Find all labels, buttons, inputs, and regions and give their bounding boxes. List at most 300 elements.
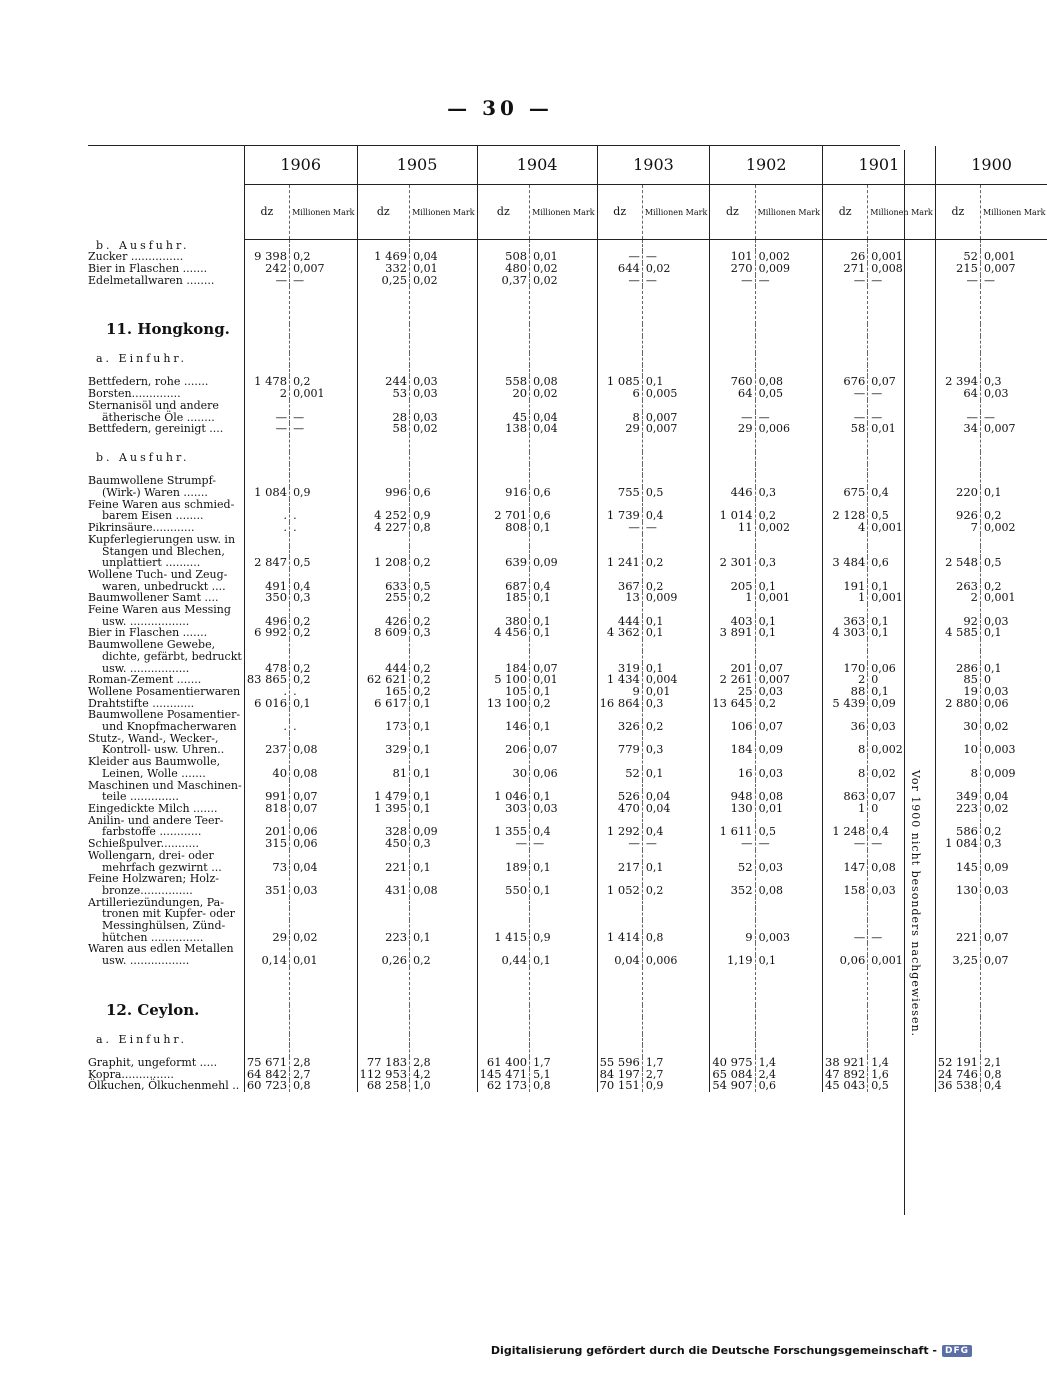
row-label: Edelmetallwaren ........ xyxy=(88,273,215,287)
million-mark-value: 0,08 xyxy=(290,768,357,780)
row-label: und Knopfmacherwaren xyxy=(102,720,237,734)
dz-value: 130 xyxy=(710,803,755,815)
dz-value: 184 xyxy=(710,744,755,756)
dz-value: 1 241 xyxy=(597,557,642,569)
spacer-cell xyxy=(755,967,822,1005)
million-mark-value xyxy=(410,569,477,581)
row-label: waren, unbedruckt .... xyxy=(102,579,226,593)
dz-value xyxy=(935,452,980,464)
million-mark-value xyxy=(981,569,1047,581)
million-mark-value: 0,4 xyxy=(530,581,597,593)
dz-value xyxy=(244,353,289,365)
million-mark-value: 0,1 xyxy=(530,522,597,534)
dz-value: — xyxy=(823,838,868,850)
million-mark-value: 0 xyxy=(868,803,935,815)
million-mark-value: 0,003 xyxy=(755,932,822,944)
unit-dz-header: dz xyxy=(935,185,980,240)
million-mark-value: 0,1 xyxy=(530,862,597,874)
million-mark-value xyxy=(868,651,935,663)
million-mark-value: 0,01 xyxy=(530,674,597,686)
million-mark-value: 0,1 xyxy=(530,627,597,639)
dz-value: 8 xyxy=(597,412,642,424)
million-mark-value: 0,2 xyxy=(642,581,709,593)
dz-value: 1 xyxy=(823,592,868,604)
dz-value: 1 414 xyxy=(597,932,642,944)
million-mark-value xyxy=(530,324,597,336)
dz-value: 1 085 xyxy=(597,376,642,388)
million-mark-value xyxy=(290,1005,357,1017)
spacer-cell xyxy=(290,967,357,1005)
million-mark-value xyxy=(290,908,357,920)
dz-value: 352 xyxy=(710,885,755,897)
million-mark-value xyxy=(868,400,935,412)
row-label: Borsten.............. xyxy=(88,387,181,401)
million-mark-value: 0,007 xyxy=(755,674,822,686)
row-label: Wollene Tuch- und Zeug- xyxy=(88,567,228,581)
million-mark-value: 0,2 xyxy=(981,581,1047,593)
row-label: Wollene Posamentierwaren xyxy=(88,684,241,698)
dz-value: 68 258 xyxy=(357,1080,410,1092)
million-mark-value: — xyxy=(868,275,935,287)
million-mark-value: . xyxy=(290,510,357,522)
million-mark-value: 0,1 xyxy=(755,616,822,628)
row-label: Baumwollene Posamentier- xyxy=(88,708,241,722)
dz-value: 29 xyxy=(244,932,289,944)
million-mark-value: 0,1 xyxy=(530,885,597,897)
dz-value: 676 xyxy=(823,376,868,388)
dz-value: 34 xyxy=(935,423,980,435)
unit-dz-header: dz xyxy=(597,185,642,240)
million-mark-value: 0,4 xyxy=(642,826,709,838)
dz-value xyxy=(823,897,868,909)
footer xyxy=(491,1344,972,1357)
million-mark-value xyxy=(410,1034,477,1046)
spacer-cell xyxy=(642,435,709,452)
million-mark-value: 0,09 xyxy=(755,744,822,756)
dz-value xyxy=(357,324,410,336)
row-label: Kontroll- usw. Uhren.. xyxy=(102,743,225,757)
dz-value: 431 xyxy=(357,885,410,897)
million-mark-value: 0,02 xyxy=(642,263,709,275)
million-mark-value xyxy=(642,920,709,932)
dz-value: 363 xyxy=(823,616,868,628)
million-mark-value: 0,1 xyxy=(642,627,709,639)
dz-value: 60 723 xyxy=(244,1080,289,1092)
million-mark-value: 0,07 xyxy=(981,932,1047,944)
dz-value: 586 xyxy=(935,826,980,838)
section-heading: 11. Hongkong. xyxy=(106,320,230,339)
dz-value: 1 415 xyxy=(477,932,530,944)
row-label: Waren aus edlen Metallen xyxy=(88,942,234,956)
million-mark-value: 0,1 xyxy=(868,686,935,698)
row-label: usw. ................. xyxy=(102,614,190,628)
row-label: Stangen und Blechen, xyxy=(102,544,225,558)
dz-value: 201 xyxy=(244,826,289,838)
dz-value: 221 xyxy=(357,862,410,874)
spacer-cell xyxy=(597,286,642,324)
million-mark-value: 0,07 xyxy=(530,744,597,756)
dz-value xyxy=(823,452,868,464)
million-mark-value: 0,04 xyxy=(642,803,709,815)
million-mark-value xyxy=(981,897,1047,909)
million-mark-value: 0,09 xyxy=(530,557,597,569)
million-mark-value xyxy=(530,452,597,464)
million-mark-value: 0,8 xyxy=(642,932,709,944)
dz-value: — xyxy=(823,388,868,400)
dz-value: 926 xyxy=(935,510,980,522)
spacer-cell xyxy=(710,464,755,476)
million-mark-value: 0,08 xyxy=(755,885,822,897)
million-mark-value: 0,3 xyxy=(410,838,477,850)
dz-value: 1 292 xyxy=(597,826,642,838)
spacer-cell xyxy=(642,286,709,324)
dz-value: 24 746 xyxy=(935,1069,980,1081)
million-mark-value xyxy=(290,920,357,932)
million-mark-value: 0,1 xyxy=(981,627,1047,639)
dz-value xyxy=(244,1034,289,1046)
dz-value: 158 xyxy=(823,885,868,897)
year-header: 1902 xyxy=(710,146,823,185)
spacer-cell xyxy=(530,1017,597,1034)
dz-value: 760 xyxy=(710,376,755,388)
million-mark-value: 0,1 xyxy=(410,803,477,815)
million-mark-value: 0,006 xyxy=(755,423,822,435)
million-mark-value xyxy=(530,1034,597,1046)
dz-value: 0,06 xyxy=(823,955,868,967)
million-mark-value: — xyxy=(981,275,1047,287)
million-mark-value: 0,6 xyxy=(755,1080,822,1092)
million-mark-value xyxy=(981,651,1047,663)
dz-value xyxy=(597,534,642,546)
dz-value xyxy=(477,534,530,546)
million-mark-value xyxy=(755,569,822,581)
spacer-cell xyxy=(290,286,357,324)
dz-value: 444 xyxy=(357,663,410,675)
dz-value: 633 xyxy=(357,581,410,593)
dz-value xyxy=(710,908,755,920)
dz-value: 426 xyxy=(357,616,410,628)
million-mark-value xyxy=(530,920,597,932)
spacer-cell xyxy=(868,286,935,324)
million-mark-value xyxy=(290,569,357,581)
spacer-cell xyxy=(935,1017,980,1034)
dz-value: — xyxy=(823,275,868,287)
dz-value: 255 xyxy=(357,592,410,604)
million-mark-value xyxy=(642,400,709,412)
dz-value: 85 xyxy=(935,674,980,686)
dz-value: 1 052 xyxy=(597,885,642,897)
row-label: farbstoffe ............ xyxy=(102,825,202,839)
million-mark-value: 0,05 xyxy=(755,388,822,400)
spacer-cell xyxy=(755,464,822,476)
million-mark-value xyxy=(868,324,935,336)
million-mark-value: 0,03 xyxy=(981,686,1047,698)
million-mark-value xyxy=(290,1034,357,1046)
dz-value: . xyxy=(244,686,289,698)
million-mark-value xyxy=(530,897,597,909)
spacer-cell xyxy=(981,286,1047,324)
million-mark-value xyxy=(868,1034,935,1046)
side-note-text: Vor 1900 nicht besonders nachgewiesen. xyxy=(909,770,922,1038)
dz-value xyxy=(823,534,868,546)
million-mark-value xyxy=(290,651,357,663)
dz-value: 1 355 xyxy=(477,826,530,838)
row-label: Kopra............... xyxy=(88,1067,174,1081)
million-mark-value: 0,1 xyxy=(530,721,597,733)
million-mark-value: 0,2 xyxy=(410,955,477,967)
spacer-cell xyxy=(357,286,410,324)
dz-value xyxy=(935,1034,980,1046)
million-mark-value: 0,007 xyxy=(981,423,1047,435)
million-mark-value: 0,03 xyxy=(981,388,1047,400)
million-mark-value xyxy=(290,850,357,862)
million-mark-value xyxy=(410,353,477,365)
million-mark-value xyxy=(410,324,477,336)
spacer-cell xyxy=(823,435,868,452)
spacer-cell xyxy=(868,967,935,1005)
million-mark-value: 0,1 xyxy=(755,627,822,639)
dz-value: 54 907 xyxy=(710,1080,755,1092)
spacer-cell xyxy=(597,1017,642,1034)
spacer-cell xyxy=(410,464,477,476)
dz-value: 81 xyxy=(357,768,410,780)
million-mark-value: 0,001 xyxy=(868,251,935,263)
dz-value: — xyxy=(710,412,755,424)
dz-value: 221 xyxy=(935,932,980,944)
million-mark-value: . xyxy=(290,721,357,733)
dz-value: 380 xyxy=(477,616,530,628)
dz-value: 11 xyxy=(710,522,755,534)
subsection-heading: a. Einfuhr. xyxy=(96,352,187,366)
dz-value: 40 xyxy=(244,768,289,780)
row-label: Bettfedern, rohe ....... xyxy=(88,375,209,389)
million-mark-value: 0,04 xyxy=(530,423,597,435)
dz-value: 2 xyxy=(244,388,289,400)
spacer-cell xyxy=(597,967,642,1005)
million-mark-value xyxy=(981,400,1047,412)
dz-value: . xyxy=(244,510,289,522)
dz-value: 1 xyxy=(710,592,755,604)
row-label: usw. ................. xyxy=(102,661,190,675)
row-label: Sternanisöl und andere xyxy=(88,398,219,412)
dz-value: 1 739 xyxy=(597,510,642,522)
dz-value: — xyxy=(710,838,755,850)
row-label: Leinen, Wolle ....... xyxy=(102,766,206,780)
million-mark-value: 0,1 xyxy=(290,698,357,710)
spacer-cell xyxy=(410,286,477,324)
dz-value: 991 xyxy=(244,791,289,803)
million-mark-value xyxy=(981,1005,1047,1017)
million-mark-value: 0,03 xyxy=(755,768,822,780)
spacer-cell xyxy=(823,336,868,353)
dz-value xyxy=(823,1005,868,1017)
subsection-heading: b. Ausfuhr. xyxy=(96,238,190,252)
row-label: Wollengarn, drei- oder xyxy=(88,848,214,862)
dz-value: 146 xyxy=(477,721,530,733)
million-mark-value: 0,001 xyxy=(981,592,1047,604)
dz-value: 25 xyxy=(710,686,755,698)
dz-value: 2 xyxy=(823,674,868,686)
spacer-cell xyxy=(597,435,642,452)
spacer-cell xyxy=(477,286,530,324)
dz-value xyxy=(244,534,289,546)
row-label: Drahtstifte ............ xyxy=(88,696,195,710)
million-mark-value: 0,2 xyxy=(290,376,357,388)
million-mark-value: 0,08 xyxy=(530,376,597,388)
dz-value: 19 xyxy=(935,686,980,698)
million-mark-value: 0,9 xyxy=(642,1080,709,1092)
dz-value: 0,25 xyxy=(357,275,410,287)
dz-value: 64 xyxy=(710,388,755,400)
million-mark-value xyxy=(981,534,1047,546)
million-mark-value: 0,9 xyxy=(530,932,597,944)
million-mark-value: 0,4 xyxy=(530,826,597,838)
unit-dz-header: dz xyxy=(823,185,868,240)
million-mark-value: 0,08 xyxy=(410,885,477,897)
million-mark-value: 0,1 xyxy=(410,721,477,733)
million-mark-value: 0,07 xyxy=(868,376,935,388)
million-mark-value xyxy=(290,324,357,336)
million-mark-value xyxy=(530,639,597,651)
dz-value: 16 864 xyxy=(597,698,642,710)
million-mark-value: 0,009 xyxy=(755,263,822,275)
million-mark-value: 0,2 xyxy=(981,826,1047,838)
million-mark-value xyxy=(642,639,709,651)
dz-value xyxy=(823,639,868,651)
million-mark-value xyxy=(868,604,935,616)
million-mark-value: 0,002 xyxy=(755,251,822,263)
spacer-cell xyxy=(477,967,530,1005)
million-mark-value: 0,3 xyxy=(981,376,1047,388)
million-mark-value xyxy=(410,897,477,909)
million-mark-value xyxy=(410,908,477,920)
million-mark-value: 0,5 xyxy=(868,510,935,522)
row-label: Kupferlegierungen usw. in xyxy=(88,532,236,546)
dz-value: 147 xyxy=(823,862,868,874)
million-mark-value: 0,9 xyxy=(290,487,357,499)
dz-value xyxy=(710,639,755,651)
spacer-cell xyxy=(530,464,597,476)
million-mark-value xyxy=(530,908,597,920)
million-mark-value xyxy=(642,651,709,663)
dz-value: 52 xyxy=(710,862,755,874)
dz-value: 0,44 xyxy=(477,955,530,967)
million-mark-value xyxy=(981,452,1047,464)
million-mark-value: — xyxy=(868,388,935,400)
dz-value: 863 xyxy=(823,791,868,803)
million-mark-value: . xyxy=(290,522,357,534)
spacer-cell xyxy=(410,336,477,353)
million-mark-value xyxy=(868,920,935,932)
dz-value: 818 xyxy=(244,803,289,815)
row-label: usw. ................. xyxy=(102,954,190,968)
million-mark-value: 0,06 xyxy=(290,826,357,838)
spacer-cell xyxy=(642,464,709,476)
million-mark-value: 0,2 xyxy=(410,557,477,569)
million-mark-value: 0,07 xyxy=(981,955,1047,967)
unit-million-mark-header: Millionen Mark xyxy=(755,185,822,240)
million-mark-value: 0,007 xyxy=(290,263,357,275)
dz-value xyxy=(710,1034,755,1046)
spacer-cell xyxy=(244,336,289,353)
million-mark-value xyxy=(410,452,477,464)
dz-value: 223 xyxy=(935,803,980,815)
dz-value: 62 173 xyxy=(477,1080,530,1092)
dz-value: — xyxy=(477,838,530,850)
row-label: Roman-Zement ....... xyxy=(88,673,202,687)
million-mark-value xyxy=(642,908,709,920)
million-mark-value: 0,004 xyxy=(642,674,709,686)
million-mark-value: 4,2 xyxy=(410,1069,477,1081)
million-mark-value: 0,2 xyxy=(290,251,357,263)
dz-value: 496 xyxy=(244,616,289,628)
million-mark-value: 0,03 xyxy=(868,885,935,897)
dz-value: . xyxy=(244,721,289,733)
million-mark-value xyxy=(530,353,597,365)
spacer-cell xyxy=(710,1017,755,1034)
dz-value: — xyxy=(823,932,868,944)
million-mark-value xyxy=(981,920,1047,932)
dz-value: 2 394 xyxy=(935,376,980,388)
spacer-cell xyxy=(477,1017,530,1034)
dz-value: 687 xyxy=(477,581,530,593)
million-mark-value: 0,2 xyxy=(642,721,709,733)
million-mark-value: 0,06 xyxy=(530,768,597,780)
million-mark-value: — xyxy=(868,932,935,944)
spacer-cell xyxy=(290,336,357,353)
million-mark-value: 0,03 xyxy=(755,862,822,874)
million-mark-value xyxy=(981,850,1047,862)
million-mark-value: 0,1 xyxy=(410,768,477,780)
dz-value: 755 xyxy=(597,487,642,499)
million-mark-value: 0,03 xyxy=(868,721,935,733)
million-mark-value xyxy=(530,651,597,663)
dz-value xyxy=(935,353,980,365)
unit-million-mark-header: Millionen Mark xyxy=(868,185,935,240)
dz-value: 480 xyxy=(477,263,530,275)
dz-value: — xyxy=(710,275,755,287)
dz-value: 263 xyxy=(935,581,980,593)
dz-value: 6 992 xyxy=(244,627,289,639)
million-mark-value xyxy=(981,1034,1047,1046)
dz-value: 184 xyxy=(477,663,530,675)
dz-value: 1 611 xyxy=(710,826,755,838)
dz-value: 170 xyxy=(823,663,868,675)
million-mark-value: 0,1 xyxy=(410,862,477,874)
dz-value: 1 208 xyxy=(357,557,410,569)
million-mark-value: 0,02 xyxy=(981,721,1047,733)
dz-value: 88 xyxy=(823,686,868,698)
dz-value xyxy=(477,324,530,336)
dz-value: 2 701 xyxy=(477,510,530,522)
million-mark-value: 0,2 xyxy=(755,510,822,522)
dz-value: 244 xyxy=(357,376,410,388)
million-mark-value: 0,5 xyxy=(868,1080,935,1092)
row-label: Maschinen und Maschinen- xyxy=(88,778,242,792)
dz-value: 55 596 xyxy=(597,1057,642,1069)
dz-value: 332 xyxy=(357,263,410,275)
million-mark-value: — xyxy=(755,838,822,850)
dz-value xyxy=(597,1034,642,1046)
year-header: 1900 xyxy=(935,146,1047,185)
spacer-cell xyxy=(357,464,410,476)
million-mark-value: 2,8 xyxy=(290,1057,357,1069)
dz-value: 2 847 xyxy=(244,557,289,569)
spacer-cell xyxy=(244,967,289,1005)
dz-value: 29 xyxy=(710,423,755,435)
row-label: (Wirk-) Waren ....... xyxy=(102,486,208,500)
dz-value xyxy=(357,908,410,920)
